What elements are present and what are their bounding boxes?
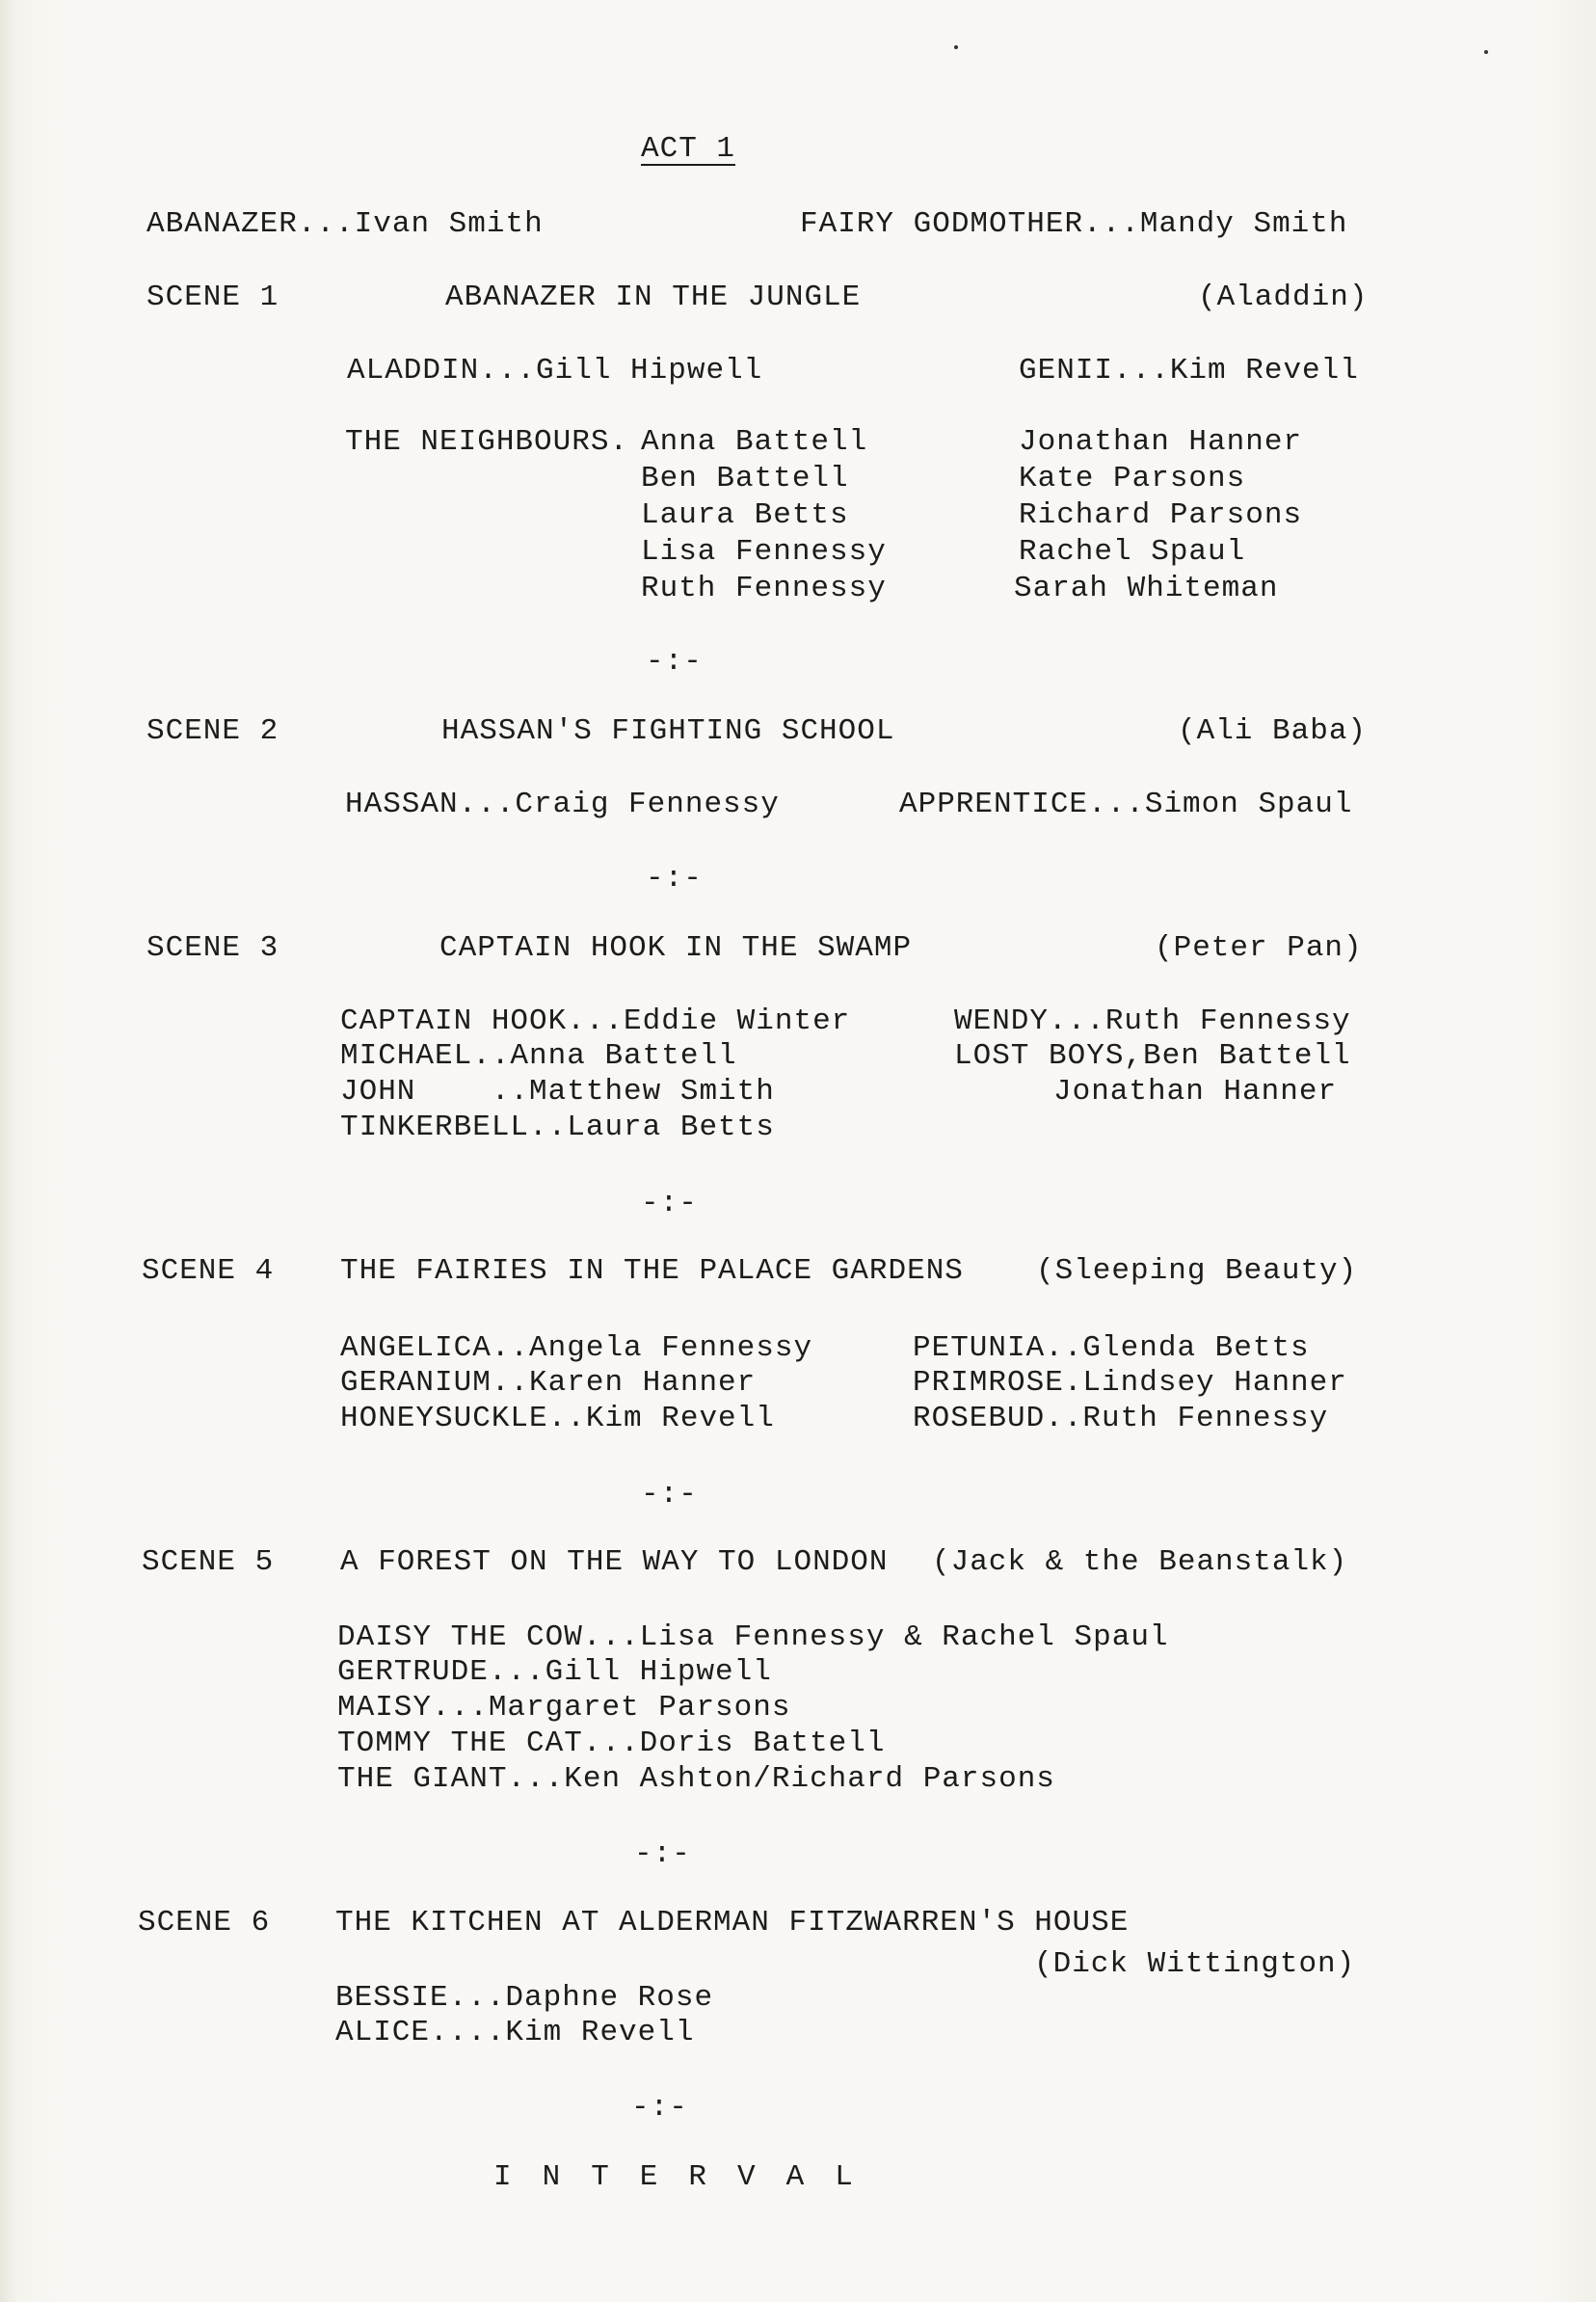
lead-role-abanazer: ABANAZER...Ivan Smith bbox=[146, 207, 544, 241]
cast-entry: THE GIANT...Ken Ashton/Richard Parsons bbox=[337, 1762, 1055, 1796]
cast-entry: Richard Parsons bbox=[1019, 498, 1303, 532]
paper-speck bbox=[954, 45, 958, 49]
scene-5-label: SCENE 5 bbox=[142, 1545, 275, 1579]
scene-3-title: CAPTAIN HOOK IN THE SWAMP bbox=[439, 931, 913, 965]
cast-entry: MAISY...Margaret Parsons bbox=[337, 1691, 791, 1725]
scene-3-pantomime: (Peter Pan) bbox=[1155, 931, 1363, 965]
cast-entry: CAPTAIN HOOK...Eddie Winter bbox=[340, 1004, 851, 1038]
interval-heading: INTERVAL bbox=[493, 2160, 884, 2194]
cast-entry: Lisa Fennessy bbox=[641, 535, 887, 569]
scene-1-pantomime: (Aladdin) bbox=[1198, 281, 1369, 314]
scene-separator: -:- bbox=[631, 2091, 688, 2125]
scene-separator: -:- bbox=[646, 862, 703, 896]
scene-4-title: THE FAIRIES IN THE PALACE GARDENS bbox=[340, 1254, 964, 1288]
cast-entry: Anna Battell bbox=[641, 425, 868, 459]
scene-1-title: ABANAZER IN THE JUNGLE bbox=[445, 281, 862, 314]
cast-entry: TINKERBELL..Laura Betts bbox=[340, 1111, 775, 1144]
cast-entry: GERTRUDE...Gill Hipwell bbox=[337, 1655, 772, 1689]
cast-entry: Jonathan Hanner bbox=[1019, 425, 1303, 459]
scene-4-pantomime: (Sleeping Beauty) bbox=[1036, 1254, 1358, 1288]
cast-entry: GENII...Kim Revell bbox=[1019, 354, 1359, 388]
cast-entry: JOHN ..Matthew Smith bbox=[340, 1075, 775, 1109]
cast-entry: PRIMROSE.Lindsey Hanner bbox=[913, 1366, 1347, 1400]
cast-entry: APPRENTICE...Simon Spaul bbox=[899, 788, 1353, 821]
cast-entry: TOMMY THE CAT...Doris Battell bbox=[337, 1726, 886, 1760]
cast-entry: ALICE....Kim Revell bbox=[335, 2016, 695, 2049]
cast-entry: ANGELICA..Angela Fennessy bbox=[340, 1331, 813, 1365]
scene-6-label: SCENE 6 bbox=[138, 1906, 271, 1940]
cast-entry: Rachel Spaul bbox=[1019, 535, 1246, 569]
scene-2-label: SCENE 2 bbox=[146, 714, 279, 748]
cast-entry: Ruth Fennessy bbox=[641, 572, 887, 605]
scene-separator: -:- bbox=[641, 1478, 698, 1512]
scene-separator: -:- bbox=[641, 1187, 698, 1220]
cast-entry: LOST BOYS,Ben Battell bbox=[954, 1039, 1351, 1073]
cast-entry: Sarah Whiteman bbox=[1014, 572, 1279, 605]
cast-entry: PETUNIA..Glenda Betts bbox=[913, 1331, 1310, 1365]
cast-entry: HASSAN...Craig Fennessy bbox=[345, 788, 780, 821]
cast-entry: Ben Battell bbox=[641, 462, 849, 495]
cast-entry: BESSIE...Daphne Rose bbox=[335, 1981, 714, 2015]
scene-6-title: THE KITCHEN AT ALDERMAN FITZWARREN'S HOUSE bbox=[335, 1906, 1130, 1940]
cast-group-label: THE NEIGHBOURS. bbox=[345, 425, 629, 459]
cast-entry: MICHAEL..Anna Battell bbox=[340, 1039, 737, 1073]
scene-separator: -:- bbox=[646, 645, 703, 679]
scene-4-label: SCENE 4 bbox=[142, 1254, 275, 1288]
cast-entry: GERANIUM..Karen Hanner bbox=[340, 1366, 757, 1400]
cast-entry: WENDY...Ruth Fennessy bbox=[954, 1004, 1351, 1038]
scene-2-pantomime: (Ali Baba) bbox=[1178, 714, 1368, 748]
scene-6-pantomime: (Dick Wittington) bbox=[1034, 1947, 1356, 1981]
cast-entry: HONEYSUCKLE..Kim Revell bbox=[340, 1402, 775, 1435]
scene-separator: -:- bbox=[634, 1837, 691, 1871]
scene-5-pantomime: (Jack & the Beanstalk) bbox=[932, 1545, 1348, 1579]
cast-entry: Jonathan Hanner bbox=[1053, 1075, 1338, 1109]
paper-speck bbox=[1484, 50, 1488, 54]
cast-entry: ALADDIN...Gill Hipwell bbox=[347, 354, 763, 388]
cast-entry: Kate Parsons bbox=[1019, 462, 1246, 495]
scene-2-title: HASSAN'S FIGHTING SCHOOL bbox=[441, 714, 895, 748]
scene-5-title: A FOREST ON THE WAY TO LONDON bbox=[340, 1545, 889, 1579]
scene-3-label: SCENE 3 bbox=[146, 931, 279, 965]
scene-1-label: SCENE 1 bbox=[146, 281, 279, 314]
cast-entry: Laura Betts bbox=[641, 498, 849, 532]
cast-entry: ROSEBUD..Ruth Fennessy bbox=[913, 1402, 1329, 1435]
lead-role-fairy-godmother: FAIRY GODMOTHER...Mandy Smith bbox=[800, 207, 1348, 241]
cast-entry: DAISY THE COW...Lisa Fennessy & Rachel Spaul bbox=[337, 1620, 1169, 1654]
act-heading: ACT 1 bbox=[641, 132, 736, 166]
